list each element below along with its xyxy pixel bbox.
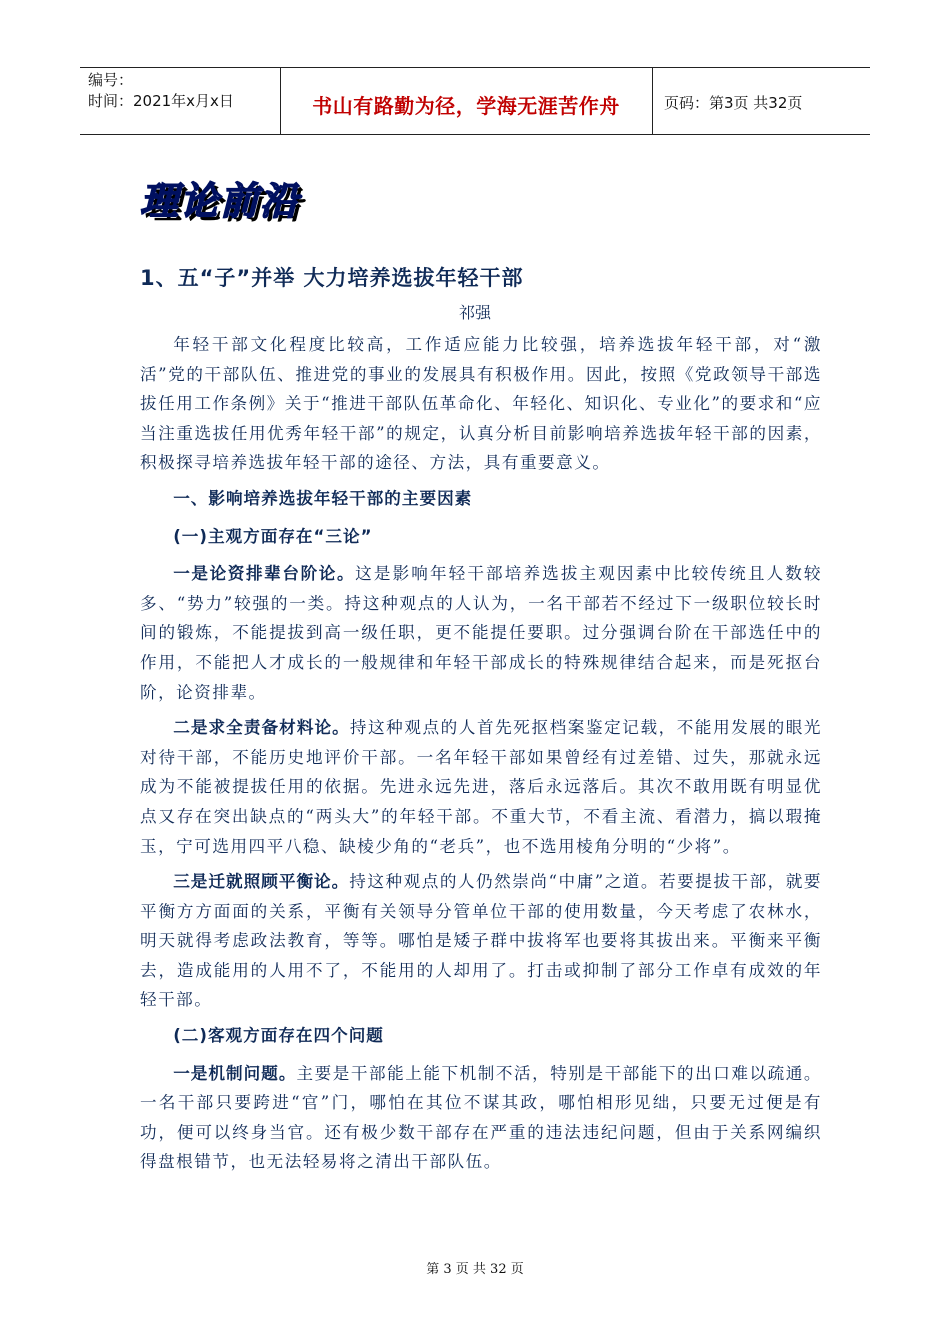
page-footer: 第 3 页 共 32 页 [426,1262,524,1277]
subheading-2: (二)客观方面存在四个问题 [173,1026,384,1046]
paragraph-4 [140,1059,822,1177]
section-title: 理论前沿 [140,179,301,223]
paragraph-2-text: 持这种观点的人首先死抠档案鉴定记载，不能用发展的眼光对待干部，不能历史地评价干部。一名年轻干部如果曾经有过差错、过失，那就永远成为不能被提拔任用的依据。先进永远先进，落后永远落后。其次不敢用既有明显优点又存在突出缺点的“两头大”的年轻干部。不重大节，不看主流、看潜力，搞以瑕掩玉，宁可选用四平八稳、缺棱少角的“老兵”，也不选用棱角分明的“少将”。 [140,718,823,856]
article-author: 祁强 [458,303,491,322]
article-title: 1、五“子”并举 大力培养选拔年轻干部 [140,266,524,290]
subheading-1: (一)主观方面存在“三论” [173,526,373,546]
header-top-rule [80,67,870,68]
paragraph-4-lead: 一是机制问题。 [173,1063,297,1083]
paragraph-1-text: 这是影响年轻干部培养选拔主观因素中比较传统且人数较多、“势力”较强的一类。持这种观点的人认为，一名干部若不经过下一级职位较长时间的锻炼，不能提拔到高一级任职，更不能提任要职。过分强调台阶在干部选任中的作用，不能把人才成长的一般规律和年轻干部成长的特殊规律结合起来，而是死抠台阶，论资排辈。 [140,564,823,702]
paragraph-3-lead: 三是迁就照顾平衡论。 [173,872,350,892]
paragraph-1-lead: 一是论资排辈台阶论。 [173,564,356,584]
intro-paragraph: 年轻干部文化程度比较高，工作适应能力比较强，培养选拔年轻干部，对“激活”党的干部队伍、推进党的事业的发展具有积极作用。因此，按照《党政领导干部选拔任用工作条例》关于“推进干部队伍革命化、年轻化、知识化、专业化”的要求和“应当注重选拔任用优秀年轻干部”的规定，认真分析目前影响培养选拔年轻干部的因素，积极探寻培养选拔年轻干部的途径、方法，具有重要意义。 [140,335,822,473]
header-meta [88,70,234,112]
article-body [140,330,822,1183]
paragraph-1 [140,559,822,707]
paragraph-2 [140,713,822,861]
header-divider [652,67,653,134]
heading-1: 一、影响培养选拔年轻干部的主要因素 [173,488,473,508]
time-label: 时间：2021年x月x日 [88,92,234,110]
paragraph-3-text: 持这种观点的人仍然崇尚“中庸”之道。若要提拔干部，就要平衡方方面面的关系，平衡有关领导分管单位干部的使用数量，今天考虑了农林水，明天就得考虑政法教育，等等。哪怕是矮子群中拔将军也要将其拔出来。平衡来平衡去，造成能用的人用不了，不能用的人却用了。打击或抑制了部分工作卓有成效的年轻干部。 [140,872,822,1010]
header-bottom-rule [80,134,870,135]
paragraph-4-text: 主要是干部能上能下机制不活，特别是干部能下的出口难以疏通。一名干部只要跨进“官”门，哪怕在其位不谋其政，哪怕相形见绌，只要无过便是有功，便可以终身当官。还有极少数干部存在严重的违法违纪问题，但由于关系网编织得盘根错节，也无法轻易将之清出干部队伍。 [140,1063,822,1172]
paragraph-3 [140,867,822,1015]
header-motto: 书山有路勤为径，学海无涯苦作舟 [312,94,620,118]
code-label: 编号： [88,71,134,89]
page-info: 页码：第3页 共32页 [664,94,803,112]
paragraph-2-lead: 二是求全责备材料论。 [173,718,350,738]
